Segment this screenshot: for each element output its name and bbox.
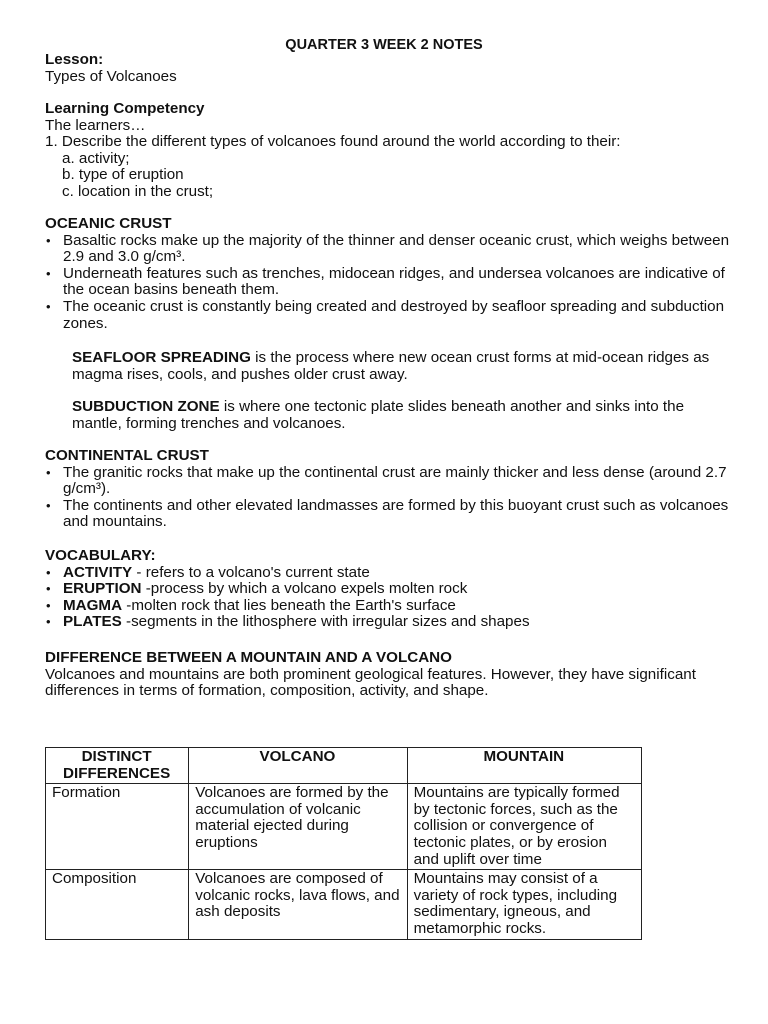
competency-intro: The learners… <box>45 116 146 134</box>
continental-heading: CONTINENTAL CRUST <box>45 447 209 464</box>
vocab-definition: -molten rock that lies beneath the Earth's surface <box>122 596 456 614</box>
vocabulary-list <box>45 565 735 631</box>
table-header-row <box>46 748 642 784</box>
vocabulary-section <box>45 548 735 631</box>
column-header: MOUNTAIN <box>407 748 641 784</box>
continental-section <box>45 448 735 531</box>
continental-bullet-list <box>45 465 735 531</box>
competency-section <box>45 101 735 201</box>
bullet-item: • The continents and other elevated landmasses are formed by this buoyant crust such as volcanoes and mountains. <box>45 498 735 531</box>
subduction-definition <box>72 399 732 432</box>
column-header: VOLCANO <box>189 748 407 784</box>
vocab-term: MAGMA <box>63 596 123 614</box>
table-cell: Mountains may consist of a variety of rock types, including sedimentary, igneous, and metamorphic rocks. <box>407 870 641 939</box>
competency-heading: Learning Competency <box>45 100 205 117</box>
table-cell: Formation <box>46 784 189 870</box>
vocab-term: PLATES <box>63 613 122 631</box>
page-title: QUARTER 3 WEEK 2 NOTES <box>285 37 483 53</box>
vocab-term: ACTIVITY <box>63 563 133 581</box>
vocab-item <box>45 581 735 598</box>
comparison-table <box>45 747 642 940</box>
lesson-value: Types of Volcanoes <box>45 67 177 85</box>
subduction-text: is where one tectonic plate slides beneath another and sinks into the mantle, forming trenches and volcanoes. <box>72 398 685 432</box>
bullet-item: • Basaltic rocks make up the majority of the thinner and denser oceanic crust, which weighs between 2.9 and 3.0 g/cm³. <box>45 233 735 266</box>
difference-heading: DIFFERENCE BETWEEN A MOUNTAIN AND A VOLCANO <box>45 649 452 666</box>
competency-sub-item: a. activity; <box>62 149 130 167</box>
column-header: DISTINCT DIFFERENCES <box>46 748 189 784</box>
table-cell: Volcanoes are composed of volcanic rocks, lava flows, and ash deposits <box>189 870 407 939</box>
bullet-item: • The oceanic crust is constantly being created and destroyed by seafloor spreading and subduction zones. <box>45 299 735 332</box>
vocab-term: ERUPTION <box>63 580 142 598</box>
table-row <box>46 784 642 870</box>
table-cell: Volcanoes are formed by the accumulation of volcanic material ejected during eruptions <box>189 784 407 870</box>
bullet-item: • The granitic rocks that make up the continental crust are mainly thicker and less dense (around 2.7 g/cm³). <box>45 465 735 498</box>
difference-text: Volcanoes and mountains are both prominent geological features. However, they have significant differences in terms of formation, composition, activity, and shape. <box>45 665 696 700</box>
table-cell: Composition <box>46 870 189 939</box>
oceanic-bullet-list <box>45 233 735 333</box>
table-row <box>46 870 642 939</box>
table-cell: Mountains are typically formed by tectonic forces, such as the collision or convergence of tectonic plates, or by erosion and uplift over time <box>407 784 641 870</box>
vocabulary-heading: VOCABULARY: <box>45 547 156 564</box>
oceanic-section <box>45 216 735 332</box>
seafloor-term: SEAFLOOR SPREADING <box>72 349 251 366</box>
vocab-definition: - refers to a volcano's current state <box>132 563 370 581</box>
subduction-term: SUBDUCTION ZONE <box>72 398 220 415</box>
vocab-item <box>45 565 735 582</box>
competency-sub-item: b. type of eruption <box>62 166 184 184</box>
lesson-label: Lesson: <box>45 51 104 68</box>
competency-sub-item: c. location in the crust; <box>62 182 214 200</box>
seafloor-definition <box>72 350 732 383</box>
vocab-definition: -process by which a volcano expels molten rock <box>141 580 468 598</box>
vocab-item <box>45 614 735 631</box>
difference-section <box>45 650 735 700</box>
lesson-section <box>45 52 735 85</box>
bullet-item: • Underneath features such as trenches, midocean ridges, and undersea volcanoes are indicative of the ocean basins beneath them. <box>45 266 735 299</box>
vocab-definition: -segments in the lithosphere with irregular sizes and shapes <box>121 613 530 631</box>
competency-item: 1. Describe the different types of volcanoes found around the world according to their: <box>45 133 621 151</box>
vocab-item <box>45 598 735 615</box>
seafloor-text: is the process where new ocean crust forms at mid-ocean ridges as magma rises, cools, and pushes older crust away. <box>72 349 710 383</box>
oceanic-heading: OCEANIC CRUST <box>45 215 172 232</box>
